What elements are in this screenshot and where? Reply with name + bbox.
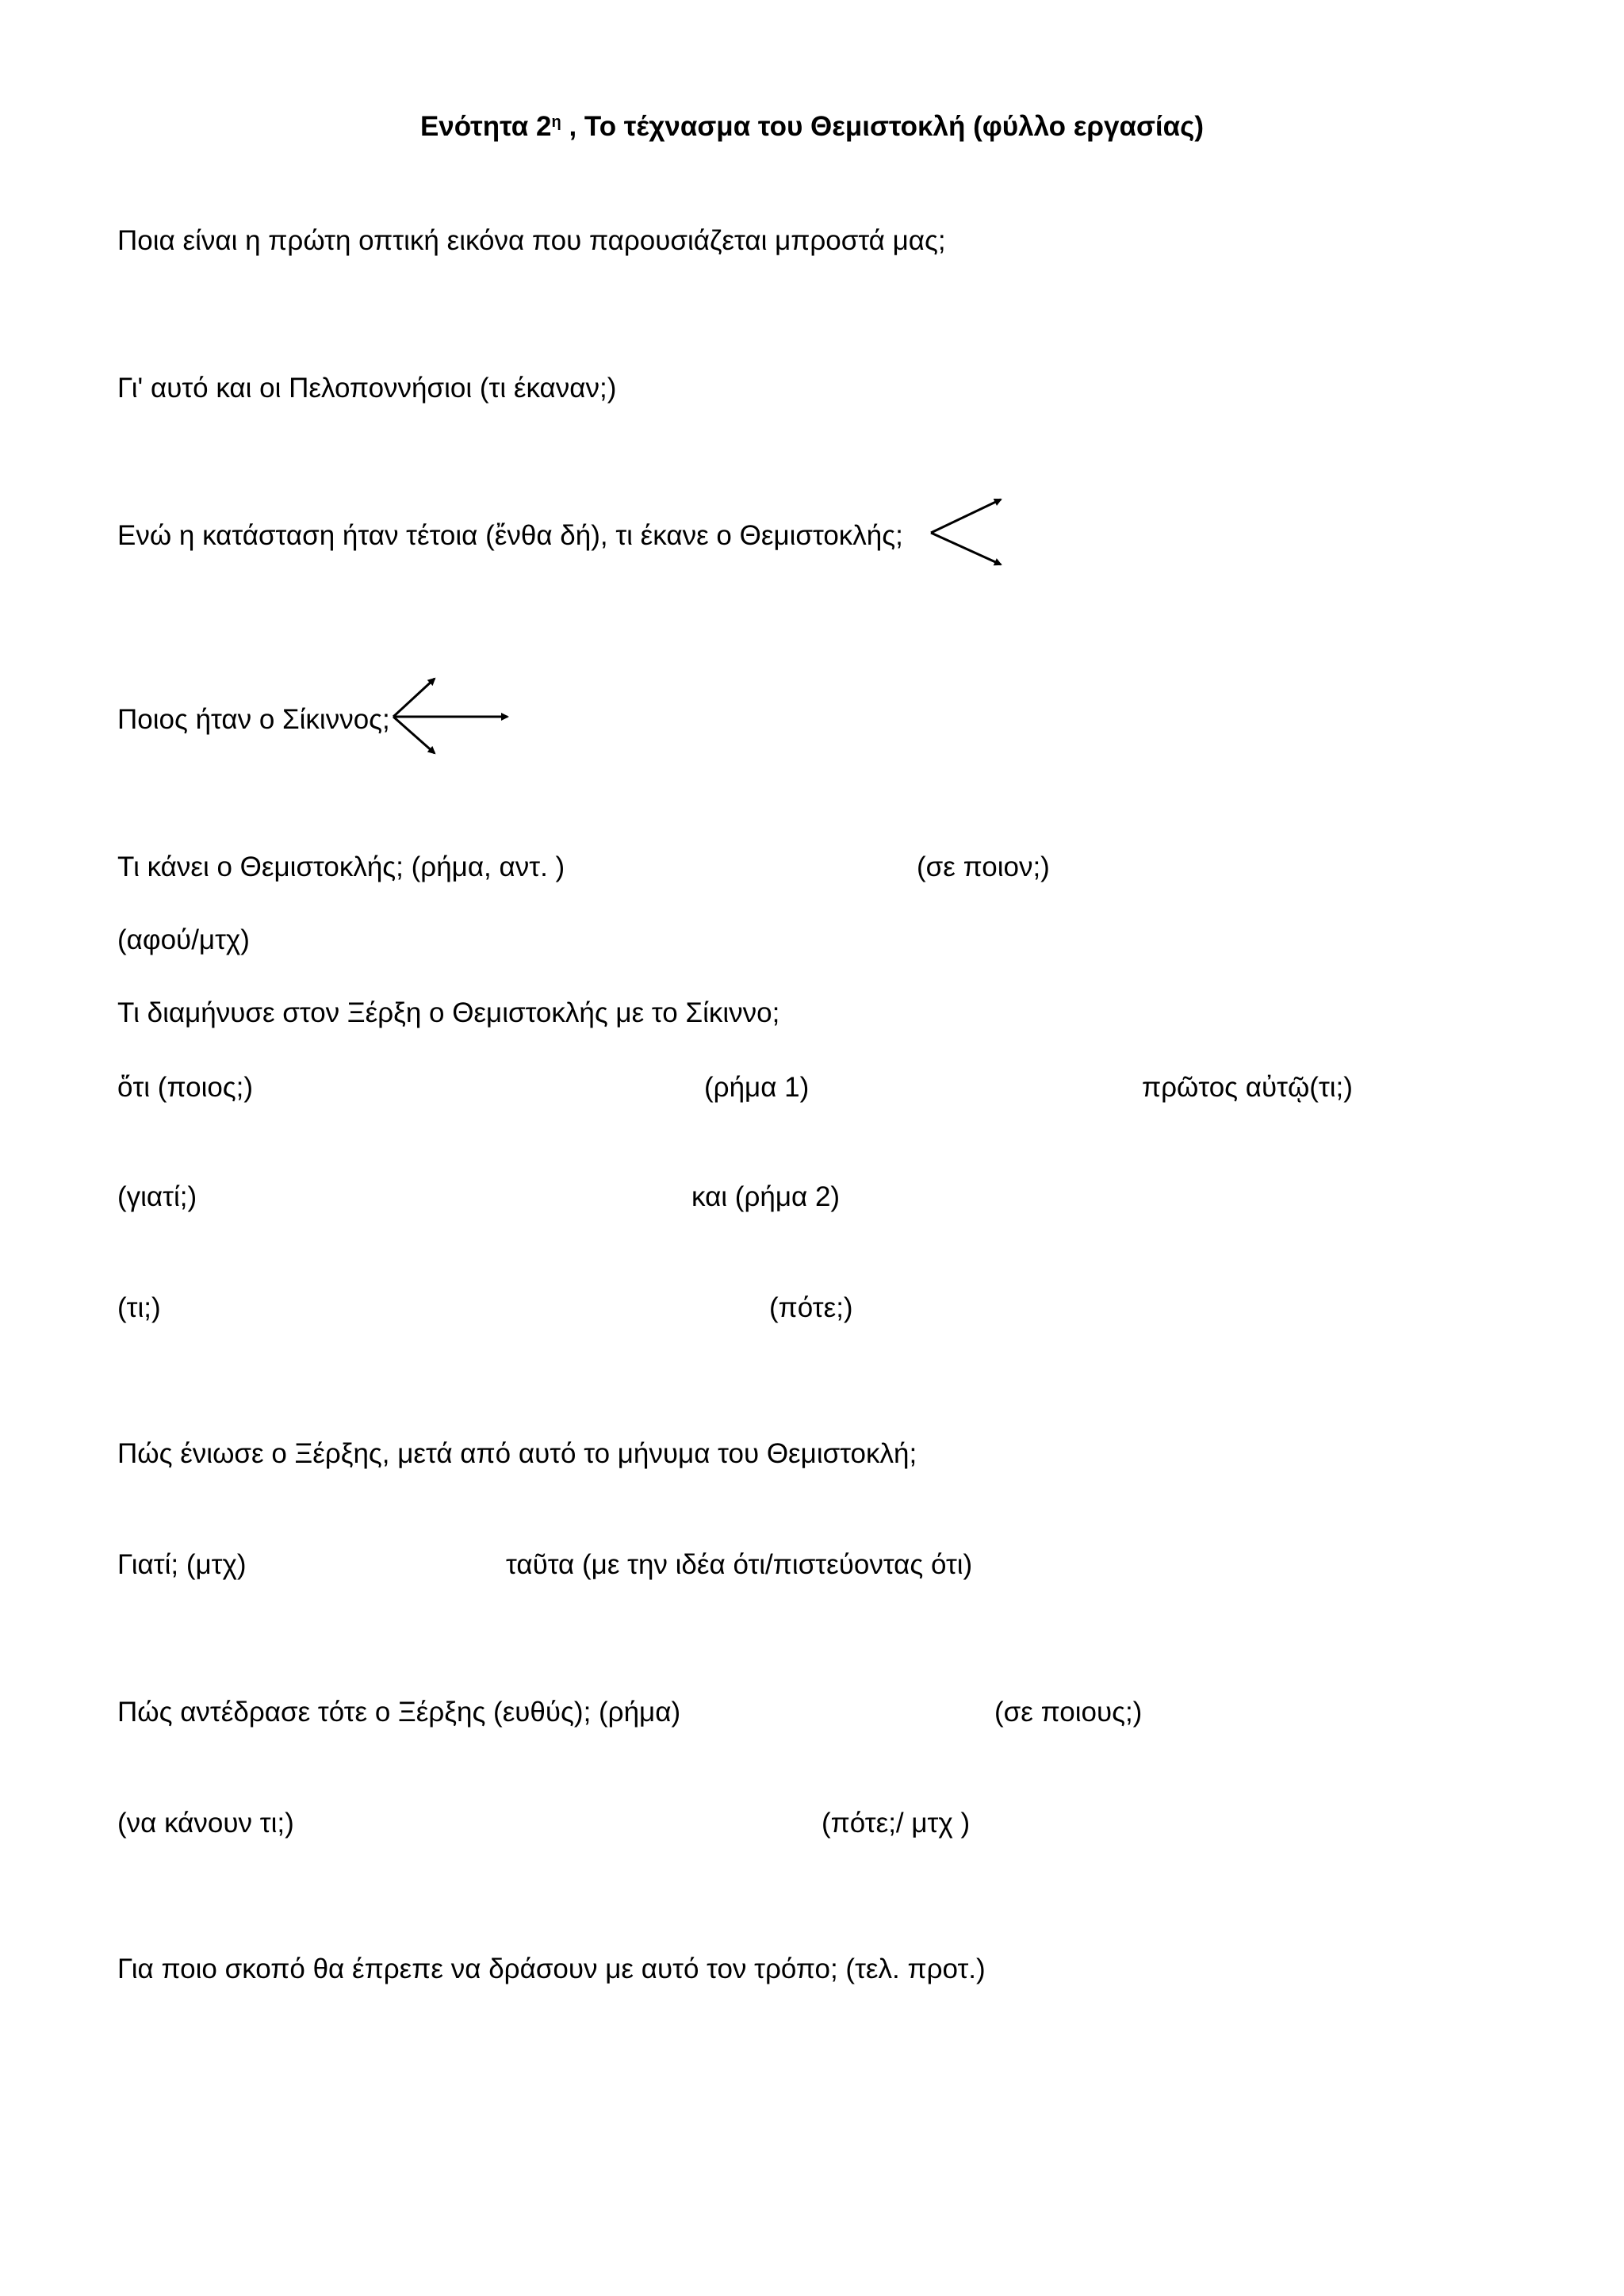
- prompt-verb-1: (ρήμα 1): [704, 1072, 810, 1103]
- prompt-to-whom: (σε ποιον;): [917, 851, 1050, 882]
- prompt-to-do-what: (να κάνουν τι;): [117, 1808, 294, 1839]
- prompt-why-participle: Γιατί; (μτχ): [117, 1549, 247, 1580]
- prompt-when-participle: (πότε;/ μτχ ): [822, 1808, 971, 1839]
- prompt-to-whom-plural: (σε ποιους;): [994, 1697, 1143, 1728]
- prompt-who: ὅτι (ποιος;): [117, 1072, 254, 1103]
- title-main: Ενότητα 2: [419, 111, 552, 142]
- prompt-verb-2: και (ρήμα 2): [691, 1181, 841, 1212]
- fork-arrow-icon: [928, 493, 1007, 572]
- question-message: Τι διαμήνυσε στον Ξέρξη ο Θεμιστοκλής με το Σίκιννο;: [117, 997, 780, 1028]
- question-xerxes-reaction: Πώς αντέδρασε τότε ο Ξέρξης (ευθύς); (ρήμα): [117, 1697, 681, 1728]
- question-first-image: Ποια είναι η πρώτη οπτική εικόνα που παρουσιάζεται μπροστά μας;: [117, 225, 946, 256]
- question-sikinnos: Ποιος ήταν ο Σίκιννος;: [117, 704, 390, 735]
- prompt-participle: (αφού/μτχ): [117, 924, 250, 955]
- question-themistocles-action: Ενώ η κατάσταση ήταν τέτοια (ἔνθα δή), τι έκανε ο Θεμιστοκλής;: [117, 520, 903, 551]
- question-themistocles-verb: Τι κάνει ο Θεμιστοκλής; (ρήμα, αντ. ): [117, 851, 565, 882]
- prompt-first-to-him: πρῶτος αὐτῷ(τι;): [1142, 1072, 1353, 1103]
- worksheet-title: [0, 111, 1624, 143]
- question-peloponnesians: Γι' αυτό και οι Πελοποννήσιοι (τι έκαναν;): [117, 373, 617, 404]
- prompt-when: (πότε;): [769, 1292, 853, 1323]
- question-xerxes-feeling: Πώς ένιωσε ο Ξέρξης, μετά από αυτό το μήνυμα του Θεμιστοκλή;: [117, 1438, 917, 1469]
- prompt-believing: ταῦτα (με την ιδέα ότι/πιστεύοντας ότι): [506, 1549, 973, 1580]
- title-superscript: η: [551, 113, 561, 131]
- trident-arrow-icon: [390, 674, 517, 761]
- prompt-why: (γιατί;): [117, 1181, 197, 1212]
- question-purpose: Για ποιο σκοπό θα έπρεπε να δράσουν με αυτό τον τρόπο; (τελ. προτ.): [117, 1954, 986, 1984]
- title-rest: , Το τέχνασμα του Θεμιστοκλή (φύλλο εργασίας): [561, 111, 1205, 142]
- prompt-what: (τι;): [117, 1292, 161, 1323]
